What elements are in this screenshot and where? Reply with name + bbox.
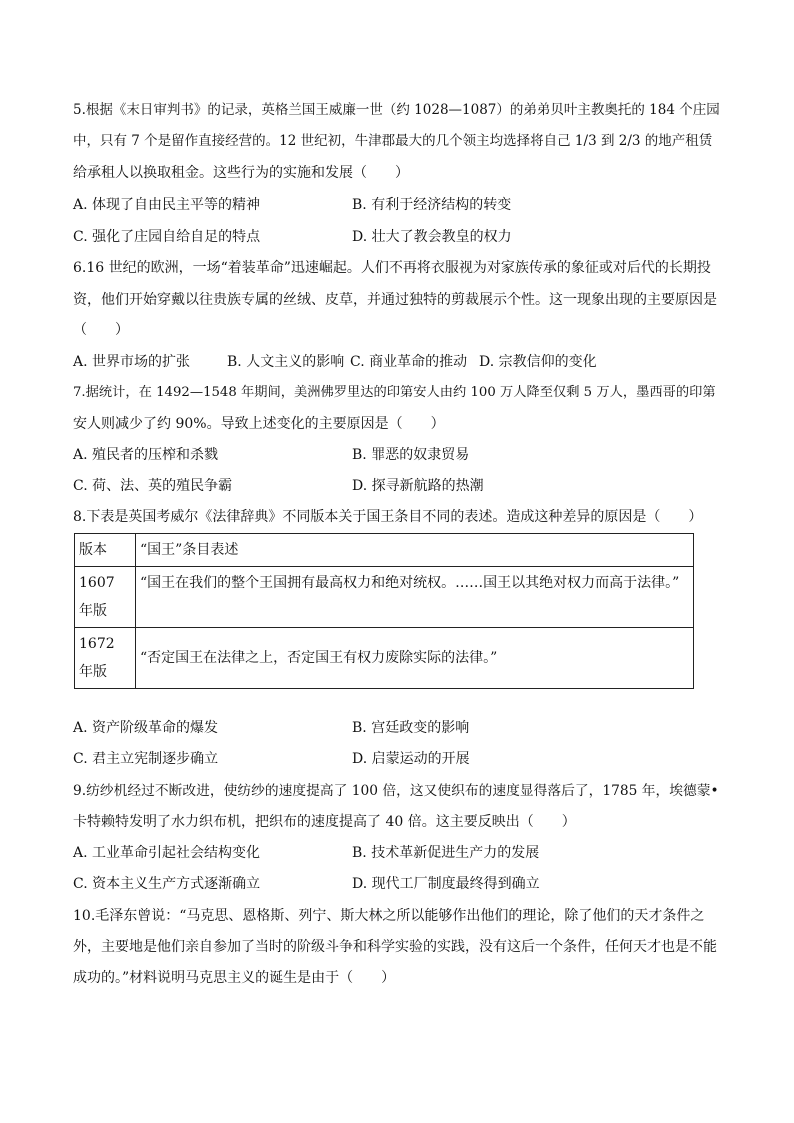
q5-option-d: D. 壮大了教会教皇的权力 (352, 229, 512, 245)
q8-table-header-row (75, 534, 694, 567)
q5-option-c: C. 强化了庄园自给自足的特点 (73, 229, 261, 245)
q8-option-b: B. 宫廷政变的影响 (352, 720, 470, 736)
q8-row2-version: 1672 年版 (75, 628, 136, 689)
q8-option-d: D. 启蒙运动的开展 (352, 751, 470, 767)
q7-option-d: D. 探寻新航路的热潮 (352, 478, 484, 494)
q10-stem-line-3: 成功的。”材料说明马克思主义的诞生是由于（ ） (73, 970, 396, 986)
q6-stem-line-2: 资，他们开始穿戴以往贵族专属的丝绒、皮草，并通过独特的剪裁展示个性。这一现象出现的主要原因是 (73, 292, 717, 308)
q6-option-d: D. 宗教信仰的变化 (479, 354, 597, 370)
q9-stem-line-1: 9.纺纱机经过不断改进，使纺纱的速度提高了 100 倍，这又使织布的速度显得落后了，1785 年，埃德蒙• (73, 783, 719, 799)
q5-stem-line-2: 中，只有 7 个是留作直接经营的。12 世纪初，牛津郡最大的几个领主均选择将自己 1/3 到 2/3 的地产租赁 (73, 133, 713, 149)
q10-stem-line-2: 外，主要地是他们亲自参加了当时的阶级斗争和科学实验的实践，没有这后一个条件，任何天才也是不能 (73, 939, 717, 955)
q8-row1-version: 1607 年版 (75, 567, 136, 628)
q8-table-row (75, 628, 694, 689)
q7-stem-line-1: 7.据统计，在 1492—1548 年期间，美洲佛罗里达的印第安人由约 100 万人降至仅剩 5 万人，墨西哥的印第 (73, 385, 716, 400)
q6-stem-line-3: （ ） (73, 322, 129, 338)
q7-option-a: A. 殖民者的压榨和杀戮 (73, 447, 219, 463)
q7-option-c: C. 荷、法、英的殖民争霸 (73, 478, 233, 494)
q6-option-a: A. 世界市场的扩张 (73, 354, 191, 370)
q9-option-d: D. 现代工厂制度最终得到确立 (352, 876, 540, 892)
q8-option-a: A. 资产阶级革命的爆发 (73, 720, 219, 736)
q6-option-c: C. 商业革命的推动 (350, 354, 468, 370)
q9-option-c: C. 资本主义生产方式逐渐确立 (73, 876, 261, 892)
q5-option-b: B. 有利于经济结构的转变 (352, 197, 512, 213)
q7-option-b: B. 罪恶的奴隶贸易 (352, 447, 470, 463)
q6-option-b: B. 人文主义的影响 (227, 354, 345, 370)
q8-header-version: 版本 (75, 534, 136, 567)
q10-stem-line-1: 10.毛泽东曾说：“马克思、恩格斯、列宁、斯大林之所以能够作出他们的理论，除了他们的天才条件之 (73, 908, 705, 924)
q8-stem-line-1: 8.下表是英国考威尔《法律辞典》不同版本关于国王条目不同的表述。造成这种差异的原因是（ ） (73, 509, 703, 525)
q5-option-a: A. 体现了自由民主平等的精神 (73, 197, 261, 213)
q9-option-b: B. 技术革新促进生产力的发展 (352, 845, 540, 861)
q5-stem-line-3: 给承租人以换取租金。这些行为的实施和发展（ ） (73, 165, 409, 181)
q9-stem-line-2: 卡特赖特发明了水力织布机，把织布的速度提高了 40 倍。这主要反映出（ ） (73, 814, 576, 830)
q8-row2-statement: “否定国王在法律之上，否定国王有权力废除实际的法律。” (136, 628, 694, 689)
q5-stem-line-1: 5.根据《末日审判书》的记录，英格兰国王威廉一世（约 1028—1087）的弟弟贝叶主教奥托的 184 个庄园 (73, 102, 720, 118)
q8-row1-statement: “国王在我们的整个王国拥有最高权力和绝对统权。……国王以其绝对权力而高于法律。” (136, 567, 694, 628)
q8-header-statement: “国王”条目表述 (136, 534, 694, 567)
q6-stem-line-1: 6.16 世纪的欧洲，一场“着装革命”迅速崛起。人们不再将衣服视为对家族传承的象征或对后代的长期投 (73, 260, 711, 276)
q8-table (74, 533, 694, 689)
q7-stem-line-2: 安人则减少了约 90%。导致上述变化的主要原因是（ ） (73, 416, 445, 432)
q8-table-row (75, 567, 694, 628)
q8-option-c: C. 君主立宪制逐步确立 (73, 751, 219, 767)
q9-option-a: A. 工业革命引起社会结构变化 (73, 845, 261, 861)
